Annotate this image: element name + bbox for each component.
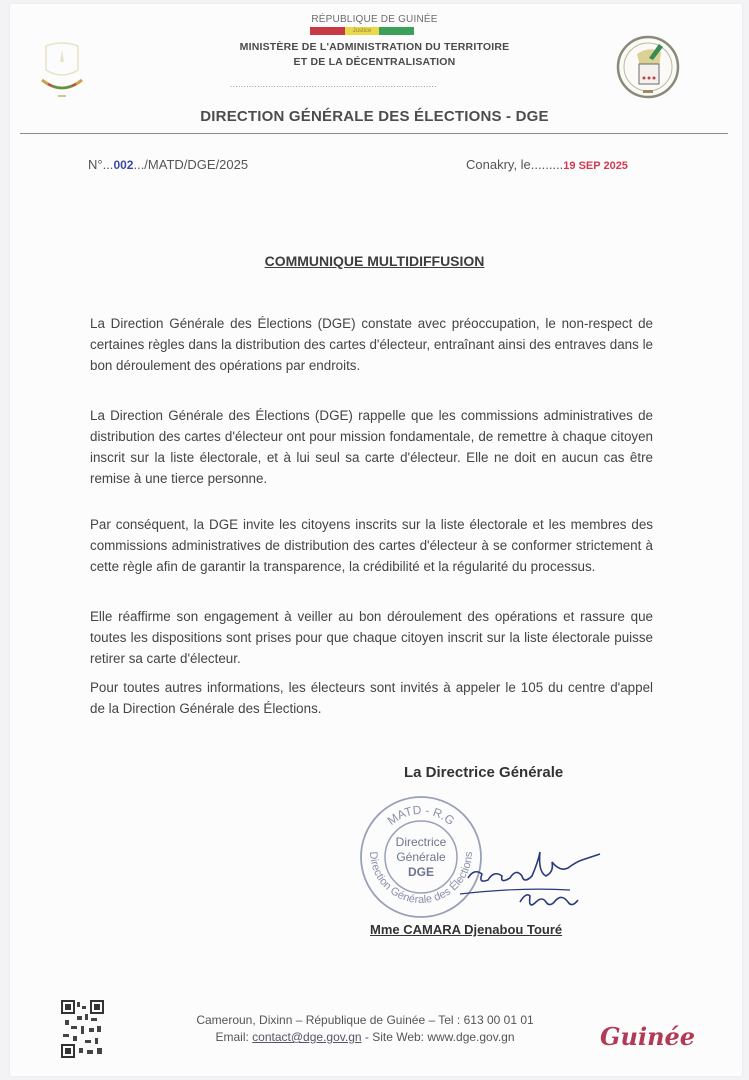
flag-band: [310, 27, 414, 35]
handwritten-signature-icon: [460, 832, 620, 922]
date-prefix: Conakry, le.........: [466, 157, 564, 172]
direction-title: DIRECTION GÉNÉRALE DES ÉLECTIONS - DGE: [200, 108, 549, 125]
dotted-separator: ............................................................................: [230, 80, 437, 88]
footer-website: - Site Web: www.dge.gov.gn: [361, 1030, 515, 1044]
footer-email-link[interactable]: contact@dge.gov.gn: [252, 1030, 362, 1044]
communique-title: COMMUNIQUE MULTIDIFFUSION: [264, 253, 485, 269]
paragraph: Pour toutes autres informations, les électeurs sont invités à appeler le 105 du centre d'appel de la Direction Générale des Élections.: [90, 680, 653, 716]
paragraph: Elle réaffirme son engagement à veiller au bon déroulement des opérations et rassure que toutes les dispositions sont prises pour que chaque citoyen inscrit sur la liste électorale puisse retirer sa carte d'électeur.: [90, 609, 653, 666]
paragraph: La Direction Générale des Élections (DGE) constate avec préoccupation, le non-respect de certaines règles dans la distribution des cartes d'électeur, entraînant ainsi des entraves dans le bon déroulement des opérations par endroits.: [90, 316, 653, 373]
footer-email-label: Email:: [215, 1030, 253, 1044]
ministry-line-2: ET DE LA DÉCENTRALISATION: [293, 56, 456, 68]
signer-name: Mme CAMARA Djenabou Touré: [370, 922, 563, 937]
header-divider: [20, 133, 728, 134]
flag-yellow-motto: Justice: [345, 27, 380, 35]
footer-address: Cameroun, Dixinn – République de Guinée – Tel : 613 00 01 01: [196, 1013, 534, 1027]
republic-label: RÉPUBLIQUE DE GUINÉE: [311, 14, 438, 25]
flag-red: [310, 27, 345, 35]
qr-code-icon[interactable]: [61, 1000, 104, 1058]
paragraph: La Direction Générale des Élections (DGE) rappelle que les commissions administratives de distribution des cartes d'électeur ont pour mission fondamentale, de remettre à chaque citoyen inscrit sur la liste électorale, et à lui seul sa carte d'électeur. Elle ne doit en aucun cas être remise à une tierce personne.: [90, 408, 653, 486]
signer-title: La Directrice Générale: [404, 764, 564, 781]
footer-contact: [150, 1012, 580, 1046]
guinee-brand-logo: Guinée: [600, 1022, 696, 1051]
reference-handwritten-number: 002: [113, 158, 134, 172]
ministry-name: [0, 40, 749, 70]
footer-contact-line: [150, 1029, 580, 1046]
stamp-inner-line-3: DGE: [407, 865, 435, 879]
paragraph: Par conséquent, la DGE invite les citoyens inscrits sur la liste électorale et les membres des commissions administratives de distribution des cartes d'électeur à se conformer strictement à cette règle afin de garantir la transparence, la crédibilité et la régularité du processus.: [90, 517, 653, 574]
flag-green: [379, 27, 414, 35]
reference-prefix: N°...: [88, 157, 114, 172]
reference-suffix: .../MATD/DGE/2025: [133, 157, 249, 172]
reference-number: [88, 157, 248, 172]
ministry-line-1: MINISTÈRE DE L'ADMINISTRATION DU TERRITOIRE: [239, 41, 510, 53]
stamp-inner-line-2: Générale: [396, 850, 446, 864]
date-stamp: 19 SEP 2025: [563, 160, 628, 172]
stamp-ring-text: Direction Générale des Élections: [366, 851, 476, 906]
stamp-top-text: MATD - R.G: [384, 802, 458, 828]
stamp-inner-line-1: Directrice: [395, 835, 447, 849]
date-line: [466, 157, 628, 172]
